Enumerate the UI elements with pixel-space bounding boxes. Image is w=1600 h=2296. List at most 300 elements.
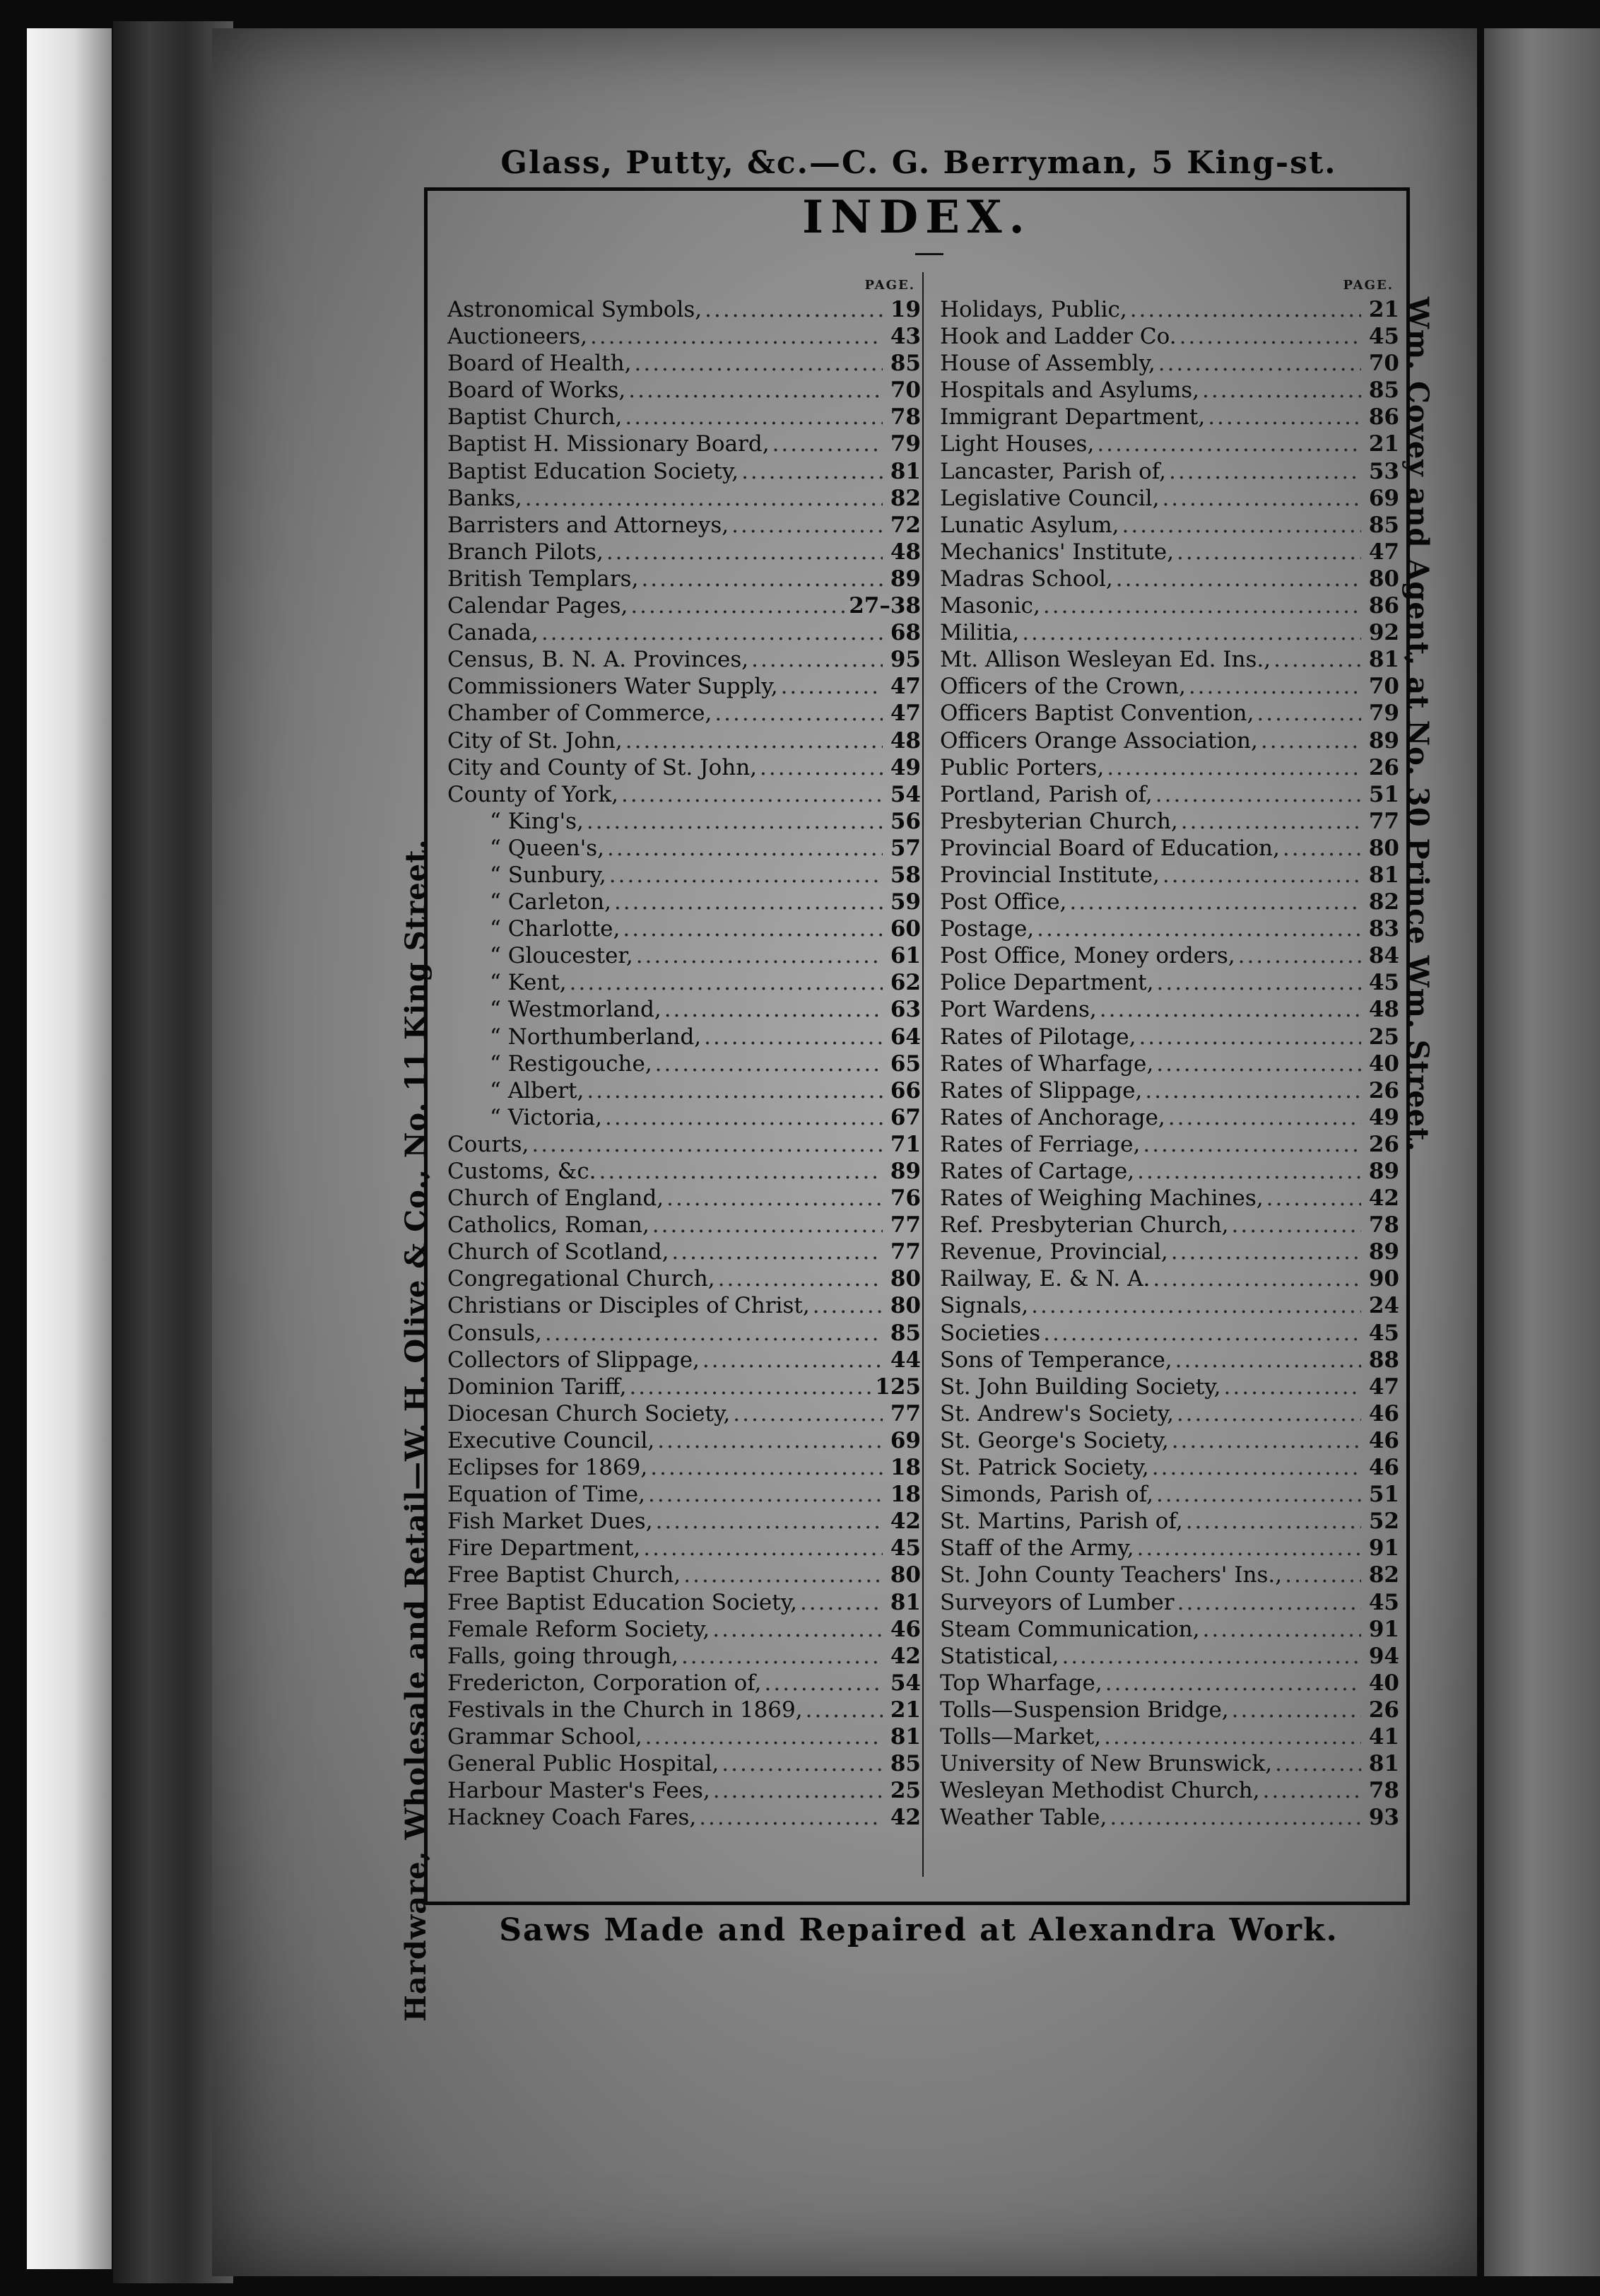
entry-page-number: 49 <box>890 754 921 780</box>
entry-page-number: 21 <box>1368 297 1399 322</box>
entry-name: Hackney Coach Fares, <box>447 1805 697 1831</box>
leader-dots <box>1177 539 1361 566</box>
entry-page-number: 47 <box>890 701 921 727</box>
entry-name: “ Restigouche, <box>490 1050 652 1077</box>
index-entry <box>940 1104 1399 1131</box>
index-entry <box>940 862 1399 889</box>
index-entry <box>447 323 921 350</box>
entry-page-number: 62 <box>890 970 921 996</box>
index-entry <box>447 350 921 377</box>
index-entry <box>447 1212 921 1238</box>
index-entry <box>447 619 921 646</box>
index-entry <box>940 1158 1399 1185</box>
entry-page-number: 45 <box>1368 970 1399 996</box>
entry-name: Post Office, <box>940 889 1067 915</box>
leader-dots <box>772 430 883 457</box>
entry-page-number: 48 <box>890 539 921 565</box>
index-entry <box>940 1481 1399 1508</box>
entry-page-number: 64 <box>890 1024 921 1050</box>
index-entry <box>447 754 921 781</box>
entry-page-number: 89 <box>890 1159 921 1184</box>
index-entry <box>940 1697 1399 1723</box>
entry-name: Catholics, Roman, <box>447 1212 649 1238</box>
entry-page-number: 53 <box>1368 458 1399 484</box>
leader-dots <box>705 296 883 323</box>
index-entry <box>940 1643 1399 1670</box>
entry-name: Legislative Council, <box>940 485 1160 511</box>
entry-page-number: 85 <box>890 1751 921 1777</box>
entry-name: Police Department, <box>940 970 1154 996</box>
entry-page-number: 79 <box>890 431 921 457</box>
leader-dots <box>1122 512 1361 539</box>
leader-dots <box>1175 1347 1361 1374</box>
entry-page-number: 60 <box>890 916 921 942</box>
index-entry <box>940 430 1399 457</box>
entry-name: Officers of the Crown, <box>940 674 1186 700</box>
entry-name: “ Charlotte, <box>490 916 620 942</box>
entry-page-number: 78 <box>1368 1778 1399 1804</box>
index-entry <box>447 889 921 915</box>
entry-name: St. Martins, Parish of, <box>940 1509 1183 1535</box>
entry-page-number: 59 <box>890 889 921 915</box>
index-entry <box>940 1400 1399 1427</box>
entry-page-number: 45 <box>1368 324 1399 350</box>
index-entry <box>447 942 921 969</box>
leader-dots <box>1169 458 1361 485</box>
entry-name: Commissioners Water Supply, <box>447 674 778 700</box>
index-entry <box>940 619 1399 646</box>
right-side-advertisement: Wm. Covey and Agent, at No. 30 Prince Wm. Street. <box>1401 297 1435 1152</box>
leader-dots <box>765 1670 883 1697</box>
index-entry <box>940 1212 1399 1238</box>
entry-page-number: 45 <box>1368 1589 1399 1615</box>
index-entry <box>940 1077 1399 1104</box>
index-entry <box>940 673 1399 700</box>
entry-name: Executive Council, <box>447 1427 655 1453</box>
entry-name: Surveyors of Lumber <box>940 1589 1175 1615</box>
entry-page-number: 94 <box>1368 1643 1399 1669</box>
index-entry <box>447 485 921 512</box>
entry-name: Wesleyan Methodist Church, <box>940 1778 1260 1804</box>
entry-page-number: 83 <box>1368 916 1399 942</box>
index-entry <box>940 404 1399 430</box>
leader-dots <box>605 1104 883 1131</box>
entry-page-number: 86 <box>1368 404 1399 430</box>
leader-dots <box>1043 592 1361 619</box>
index-entry <box>447 377 921 404</box>
index-entry <box>940 1562 1399 1588</box>
index-entry <box>940 915 1399 942</box>
entry-name: Sons of Temperance, <box>940 1347 1172 1373</box>
index-entry <box>447 1347 921 1374</box>
entry-page-number: 47 <box>1368 1374 1399 1400</box>
page-column-label: PAGE. <box>864 278 915 293</box>
entry-page-number: 70 <box>1368 351 1399 377</box>
entry-name: Church of England, <box>447 1185 664 1212</box>
entry-page-number: 49 <box>1368 1104 1399 1130</box>
footer-advertisement: Saws Made and Repaired at Alexandra Work. <box>499 1912 1339 1948</box>
entry-page-number: 79 <box>1368 701 1399 727</box>
entry-page-number: 25 <box>1368 1024 1399 1050</box>
entry-name: Light Houses, <box>940 431 1095 457</box>
entry-name: Lancaster, Parish of, <box>940 458 1167 484</box>
entry-page-number: 125 <box>875 1374 921 1400</box>
entry-page-number: 86 <box>1368 593 1399 619</box>
entry-page-number: 85 <box>890 351 921 377</box>
leader-dots <box>1031 1292 1361 1319</box>
entry-name: Harbour Master's Fees, <box>447 1778 710 1804</box>
leader-dots <box>541 619 883 646</box>
title-rule <box>915 253 943 255</box>
entry-name: Calendar Pages, <box>447 593 628 619</box>
index-entry <box>940 296 1399 323</box>
index-entry <box>447 1320 921 1347</box>
index-entry <box>447 1292 921 1319</box>
index-entry <box>447 835 921 862</box>
entry-page-number: 54 <box>890 1670 921 1696</box>
entry-name: St. George's Society, <box>940 1427 1169 1453</box>
leader-dots <box>666 1185 883 1212</box>
leader-dots <box>1152 1454 1361 1481</box>
entry-page-number: 77 <box>1368 808 1399 834</box>
entry-name: Signals, <box>940 1293 1029 1319</box>
entry-name: Officers Baptist Convention, <box>940 701 1254 727</box>
entry-name: Officers Orange Association, <box>940 727 1258 754</box>
leader-dots <box>800 1589 883 1616</box>
index-entry <box>447 1265 921 1292</box>
entry-page-number: 71 <box>890 1131 921 1157</box>
entry-page-number: 18 <box>890 1455 921 1481</box>
entry-name: Barristers and Attorneys, <box>447 512 729 538</box>
entry-page-number: 77 <box>890 1212 921 1238</box>
entry-name: St. John Building Society, <box>940 1374 1221 1400</box>
leader-dots <box>1224 1374 1361 1400</box>
entry-page-number: 46 <box>890 1616 921 1642</box>
entry-name: Festivals in the Church in 1869, <box>447 1697 803 1723</box>
leader-dots <box>1189 673 1361 700</box>
leader-dots <box>1037 915 1361 942</box>
entry-page-number: 65 <box>890 1050 921 1077</box>
leader-dots <box>704 1024 883 1050</box>
entry-name: Staff of the Army, <box>940 1535 1134 1562</box>
entry-page-number: 81 <box>1368 862 1399 888</box>
leader-dots <box>733 1400 883 1427</box>
entry-name: Equation of Time, <box>447 1482 645 1508</box>
entry-page-number: 91 <box>1368 1535 1399 1562</box>
entry-name: Militia, <box>940 620 1020 646</box>
index-column-left <box>447 272 921 1831</box>
entry-page-number: 81 <box>890 1723 921 1750</box>
entry-name: Mechanics' Institute, <box>940 539 1174 565</box>
entry-name: Female Reform Society, <box>447 1616 710 1642</box>
leader-dots <box>1137 1158 1361 1185</box>
entry-name: “ Carleton, <box>490 889 611 915</box>
scan-margin <box>27 28 112 2269</box>
leader-dots <box>806 1697 883 1723</box>
entry-page-number: 78 <box>1368 1212 1399 1238</box>
index-entry <box>940 485 1399 512</box>
leader-dots <box>607 835 883 862</box>
leader-dots <box>712 1616 883 1643</box>
entry-page-number: 95 <box>890 647 921 673</box>
index-entry <box>940 942 1399 969</box>
page-title: INDEX. <box>802 191 1032 244</box>
index-entry <box>940 996 1399 1023</box>
entry-page-number: 66 <box>890 1077 921 1103</box>
index-entry <box>940 969 1399 996</box>
entry-page-number: 90 <box>1368 1266 1399 1292</box>
entry-name: Banks, <box>447 485 522 511</box>
entry-name: Ref. Presbyterian Church, <box>940 1212 1229 1238</box>
entry-name: Board of Health, <box>447 351 632 377</box>
entry-name: Branch Pilots, <box>447 539 604 565</box>
entry-name: Diocesan Church Society, <box>447 1400 731 1427</box>
leader-dots <box>1203 1616 1362 1643</box>
entry-name: Tolls—Market, <box>940 1723 1102 1750</box>
entry-page-number: 82 <box>890 485 921 511</box>
adjacent-page-edge <box>1484 28 1600 2276</box>
leader-dots <box>1155 781 1361 808</box>
index-entry <box>940 458 1399 485</box>
entry-page-number: 27–38 <box>849 593 921 619</box>
entry-name: Dominion Tariff, <box>447 1374 627 1400</box>
entry-name: “ Queen's, <box>490 835 605 861</box>
entry-name: Rates of Anchorage, <box>940 1104 1165 1130</box>
entry-name: Top Wharfage, <box>940 1670 1102 1696</box>
entry-page-number: 89 <box>890 566 921 592</box>
index-entry <box>447 1024 921 1050</box>
index-entry <box>447 1050 921 1077</box>
leader-dots <box>590 323 883 350</box>
index-entry <box>940 350 1399 377</box>
entry-name: “ Westmorland, <box>490 997 661 1023</box>
index-entry <box>447 430 921 457</box>
entry-name: Consuls, <box>447 1320 542 1346</box>
entry-name: Post Office, Money orders, <box>940 943 1235 969</box>
leader-dots <box>655 1050 883 1077</box>
entry-name: Baptist H. Missionary Board, <box>447 431 770 457</box>
index-entry <box>447 1616 921 1643</box>
entry-page-number: 19 <box>890 297 921 322</box>
index-entry <box>447 1238 921 1265</box>
leader-dots <box>1177 1589 1361 1616</box>
index-entry <box>447 458 921 485</box>
column-divider <box>922 272 924 1877</box>
leader-dots <box>1156 969 1361 996</box>
leader-dots <box>1105 1670 1361 1697</box>
leader-dots <box>1208 404 1361 430</box>
entry-page-number: 81 <box>890 458 921 484</box>
leader-dots <box>657 1427 883 1454</box>
entry-name: Fish Market Dues, <box>447 1509 653 1535</box>
index-entry <box>940 1374 1399 1400</box>
entry-page-number: 70 <box>1368 674 1399 700</box>
index-entry <box>447 1508 921 1535</box>
entry-page-number: 80 <box>1368 835 1399 861</box>
index-entry <box>447 512 921 539</box>
leader-dots <box>570 969 883 996</box>
leader-dots <box>625 404 883 430</box>
leader-dots <box>1238 942 1361 969</box>
entry-page-number: 89 <box>1368 1239 1399 1265</box>
leader-dots <box>623 915 883 942</box>
leader-dots <box>606 539 883 566</box>
leader-dots <box>629 1374 872 1400</box>
left-side-advertisement: Hardware, Wholesale and Retail—W. H. Olive & Co., No. 11 King Street. <box>399 838 433 2022</box>
leader-dots <box>671 1238 883 1265</box>
entry-page-number: 63 <box>890 997 921 1023</box>
index-entry <box>447 539 921 566</box>
leader-dots <box>1162 485 1361 512</box>
entry-name: Falls, going through, <box>447 1643 678 1669</box>
entry-name: Steam Communication, <box>940 1616 1200 1642</box>
leader-dots <box>1153 1265 1361 1292</box>
index-entry <box>940 1670 1399 1697</box>
entry-page-number: 56 <box>890 808 921 834</box>
index-entry <box>447 404 921 430</box>
entry-name: “ Albert, <box>490 1077 584 1103</box>
entry-name: City and County of St. John, <box>447 754 758 780</box>
index-column-right <box>940 272 1399 1831</box>
leader-dots <box>1097 430 1361 457</box>
entry-page-number: 80 <box>1368 566 1399 592</box>
leader-dots <box>1168 1104 1361 1131</box>
entry-name: “ Gloucester, <box>490 943 633 969</box>
leader-dots <box>650 1454 883 1481</box>
index-entry <box>447 1670 921 1697</box>
entry-page-number: 24 <box>1368 1293 1399 1319</box>
leader-dots <box>625 727 883 754</box>
index-entry <box>940 1616 1399 1643</box>
entry-page-number: 77 <box>890 1400 921 1427</box>
index-entry <box>447 1535 921 1562</box>
entry-page-number: 43 <box>890 324 921 350</box>
leader-dots <box>1107 754 1361 781</box>
index-entry <box>940 1050 1399 1077</box>
entry-name: Customs, &c. <box>447 1159 596 1184</box>
index-entry <box>447 1400 921 1427</box>
leader-dots <box>1232 1697 1361 1723</box>
entry-page-number: 42 <box>890 1805 921 1831</box>
leader-dots <box>1110 1804 1361 1831</box>
entry-page-number: 18 <box>890 1482 921 1508</box>
entry-name: Mt. Allison Wesleyan Ed. Ins., <box>940 647 1271 673</box>
leader-dots <box>621 781 883 808</box>
leader-dots <box>1156 1481 1361 1508</box>
entry-name: Christians or Disciples of Christ, <box>447 1293 810 1319</box>
entry-name: Masonic, <box>940 593 1040 619</box>
entry-page-number: 51 <box>1368 781 1399 807</box>
entry-page-number: 58 <box>890 862 921 888</box>
index-entry <box>940 1508 1399 1535</box>
entry-page-number: 89 <box>1368 727 1399 754</box>
entry-page-number: 80 <box>890 1266 921 1292</box>
entry-name: Chamber of Commerce, <box>447 701 712 727</box>
index-entry <box>447 1562 921 1588</box>
index-entry <box>447 1777 921 1804</box>
index-entry <box>447 1697 921 1723</box>
entry-page-number: 26 <box>1368 754 1399 780</box>
leader-dots <box>635 350 883 377</box>
entry-page-number: 21 <box>1368 431 1399 457</box>
entry-page-number: 45 <box>890 1535 921 1562</box>
index-entry <box>447 969 921 996</box>
leader-dots <box>587 1077 883 1104</box>
index-entry <box>940 781 1399 808</box>
entry-name: St. Andrew's Society, <box>940 1400 1174 1427</box>
leader-dots <box>636 942 883 969</box>
index-entry <box>940 1777 1399 1804</box>
entry-name: Canada, <box>447 620 539 646</box>
leader-dots <box>699 1804 883 1831</box>
entry-page-number: 26 <box>1368 1697 1399 1723</box>
entry-name: Collectors of Slippage, <box>447 1347 700 1373</box>
index-entry <box>447 1104 921 1131</box>
leader-dots <box>1285 1562 1361 1588</box>
leader-dots <box>1130 296 1361 323</box>
entry-name: Weather Table, <box>940 1805 1107 1831</box>
entry-page-number: 57 <box>890 835 921 861</box>
index-entry <box>447 1427 921 1454</box>
entry-page-number: 40 <box>1368 1050 1399 1077</box>
leader-dots <box>781 673 883 700</box>
index-entry <box>447 1454 921 1481</box>
entry-page-number: 78 <box>890 404 921 430</box>
entry-name: Portland, Parish of, <box>940 781 1153 807</box>
leader-dots <box>1104 1723 1361 1750</box>
index-entry <box>940 727 1399 754</box>
leader-dots <box>722 1750 883 1777</box>
index-entry <box>940 700 1399 727</box>
leader-dots <box>1158 350 1361 377</box>
entry-name: “ Kent, <box>490 970 567 996</box>
index-list-right <box>940 296 1399 1831</box>
index-entry <box>447 646 921 673</box>
index-entry <box>447 1750 921 1777</box>
index-entry <box>940 1535 1399 1562</box>
entry-page-number: 25 <box>890 1778 921 1804</box>
index-entry <box>447 1804 921 1831</box>
index-entry <box>447 1723 921 1750</box>
entry-name: Tolls—Suspension Bridge, <box>940 1697 1229 1723</box>
index-entry <box>447 1589 921 1616</box>
entry-name: Rates of Ferriage, <box>940 1131 1141 1157</box>
leader-dots <box>1177 1400 1361 1427</box>
entry-name: Grammar School, <box>447 1723 642 1750</box>
entry-page-number: 47 <box>1368 539 1399 565</box>
entry-name: Board of Works, <box>447 377 626 404</box>
entry-page-number: 40 <box>1368 1670 1399 1696</box>
entry-page-number: 85 <box>1368 377 1399 404</box>
leader-dots <box>713 1777 883 1804</box>
entry-page-number: 93 <box>1368 1805 1399 1831</box>
leader-dots <box>664 996 883 1023</box>
entry-name: Astronomical Symbols, <box>447 297 702 322</box>
index-entry <box>940 539 1399 566</box>
entry-page-number: 48 <box>890 727 921 754</box>
index-entry <box>940 377 1399 404</box>
entry-name: Auctioneers, <box>447 324 587 350</box>
entry-page-number: 42 <box>890 1509 921 1535</box>
entry-page-number: 61 <box>890 943 921 969</box>
entry-page-number: 81 <box>890 1589 921 1615</box>
entry-name: Revenue, Provincial, <box>940 1239 1168 1265</box>
entry-name: Fire Department, <box>447 1535 641 1562</box>
entry-name: Provincial Board of Education, <box>940 835 1280 861</box>
leader-dots <box>714 700 883 727</box>
leader-dots <box>1232 1212 1361 1238</box>
leader-dots <box>813 1292 883 1319</box>
